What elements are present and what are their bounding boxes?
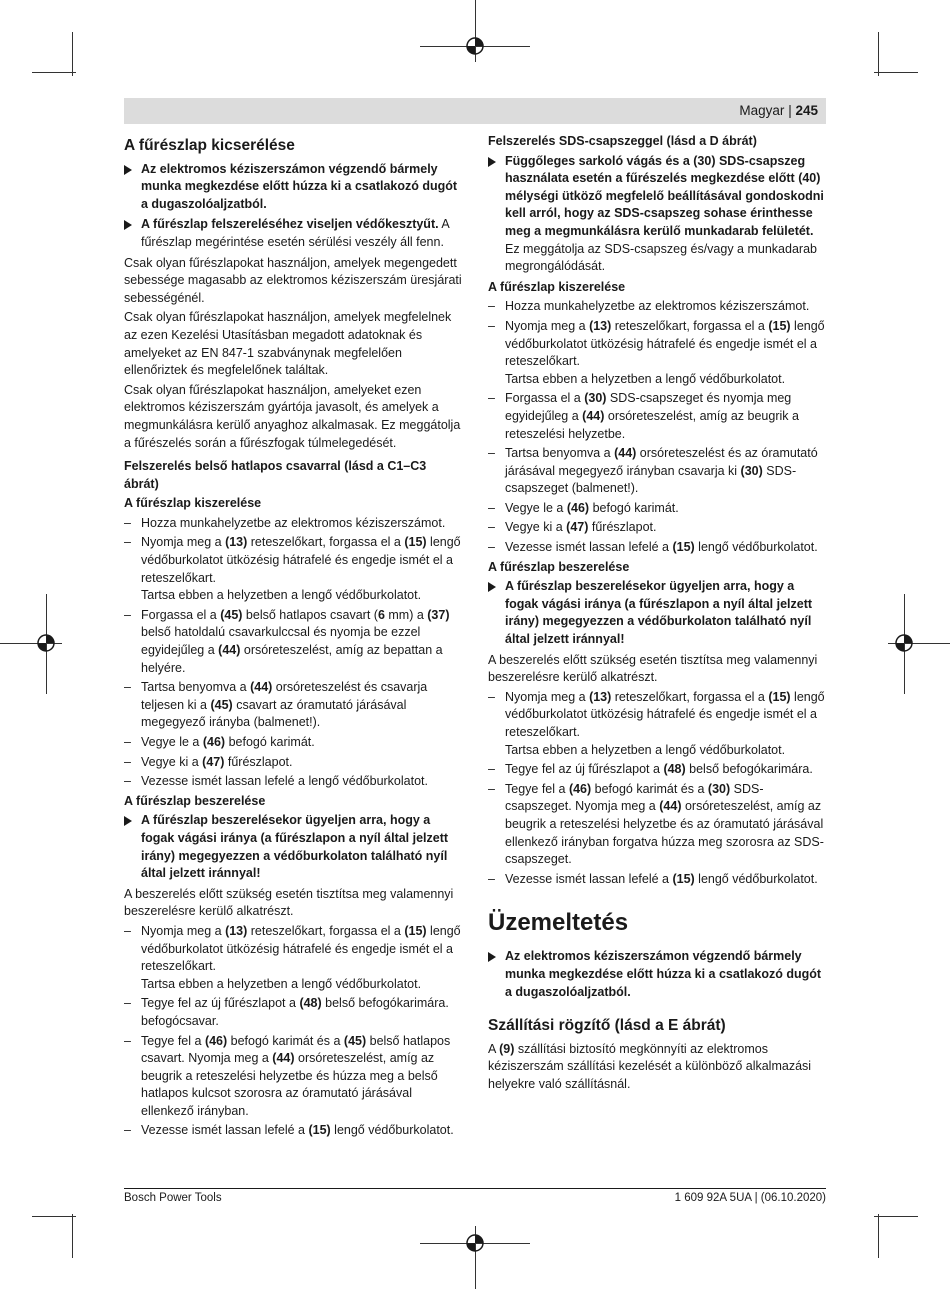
step-item: – Nyomja meg a (13) reteszelőkart, forgassa el a (15) lengő védőburkolatot ütközésig hátrafelé és engedje ismét el a reteszelőkart. Tartsa ebben a helyzetben a lengő védőburkolatot.: [488, 689, 825, 757]
step-item: – Vezesse ismét lassan lefelé a lengő védőburkolatot.: [124, 774, 428, 789]
section-title: Szállítási rögzítő (lásd a E ábrát): [488, 1017, 726, 1035]
warning-item: [488, 948, 826, 1001]
registration-mark-icon: [464, 1232, 486, 1254]
step-item: – Forgassa el a (45) belső hatlapos csavart (6 mm) a (37) belső hatoldalú csavarkulccsal és nyomja be ezzel egyidejűleg a (44) orsóreteszelést, amíg az bepattan a helyére.: [124, 607, 450, 675]
step-item: – Vezesse ismét lassan lefelé a (15) lengő védőburkolatot.: [124, 1123, 454, 1138]
crop-mark: [878, 32, 879, 76]
paragraph: A (9) szállítási biztosító megkönnyíti az elektromos kéziszerszám szállítási kezelését a különböző alkalmazási helyekre való szállításnál.: [488, 1041, 812, 1091]
crop-mark: [874, 72, 918, 73]
step-item: – Nyomja meg a (13) reteszelőkart, forgassa el a (15) lengő védőburkolatot ütközésig hátrafelé és engedje ismét el a reteszelőkart. Tartsa ebben a helyzetben a lengő védőburkolatot.: [124, 535, 461, 603]
footer-docid: 1 609 92A 5UA | (06.10.2020): [674, 1192, 826, 1204]
warning-arrow-icon: [488, 157, 496, 167]
warning-text: A fűrészlap beszerelésekor ügyeljen arra, hogy a fogak vágási iránya (a fűrészlapon a nyíl által jelzett irány) megegyezzen a védőburkolaton található nyíl által jelzett iránnyal!: [141, 813, 449, 881]
section-title: A fűrészlap kicserélése: [124, 137, 295, 154]
step-item: – Vegye ki a (47) fűrészlapot.: [124, 754, 293, 769]
step-item: – Tegye fel a (46) befogó karimát és a (45) belső hatlapos csavart. Nyomja meg a (44) orsóreteszelést, amíg az beugrik a reteszelési helyzetbe és húzza meg a belső hatlapos kulcsot szorosra az óramutató járásával ellenkező irányban.: [124, 1033, 451, 1118]
warning-item: [124, 161, 464, 214]
warning-text-rest: A fűrészlap megérintése esetén sérülési veszély áll fenn.: [141, 217, 450, 249]
page-header: [124, 98, 826, 124]
warning-text-rest: Ez meggátolja az SDS-csapszeg és/vagy a munkadarab megrongálódását.: [505, 241, 817, 274]
right-column: [488, 133, 826, 1096]
subsection-title: Felszerelés belső hatlapos csavarral (lásd a C1–C3 ábrát): [124, 459, 427, 491]
step-item: – Forgassa el a (30) SDS-csapszeget és nyomja meg egyidejűleg a (44) orsóreteszelést, amíg az beugrik a reteszelési helyzetbe.: [488, 391, 799, 441]
paragraph: A beszerelés előtt szükség esetén tisztítsa meg valamennyi beszerelésre kerülő alkatrészt.: [488, 652, 818, 685]
subsection-title: A fűrészlap kiszerelése: [488, 279, 626, 294]
subsection-title: Felszerelés SDS-csapszeggel (lásd a D ábrát): [488, 134, 757, 148]
step-item: – Tegye fel az új fűrészlapot a (48) belső befogókarimára. befogócsavar.: [124, 996, 449, 1028]
warning-item: [124, 216, 464, 251]
step-item: – Tartsa benyomva a (44) orsóreteszelést és az óramutató járásával megegyező irányban csavarja ki (30) SDS-csapszeget (balmenet!).: [488, 446, 818, 496]
paragraph: A beszerelés előtt szükség esetén tisztítsa meg valamennyi beszerelésre kerülő alkatrészt.: [124, 886, 454, 919]
warning-item: [488, 153, 826, 276]
crop-mark: [874, 1216, 918, 1217]
subsection-title: A fűrészlap beszerelése: [488, 559, 630, 574]
registration-mark-icon: [35, 632, 57, 654]
paragraph: Csak olyan fűrészlapokat használjon, amelyeket ezen elektromos kéziszerszám gyártója javasolt, és amelyek a megmunkálásra kerülő anyaghoz alkalmasak. Ez meggátolja a fűrészelés során a fűrészfogak túlmelegedését.: [124, 382, 461, 450]
step-item: – Tegye fel a (46) befogó karimát és a (30) SDS-csapszeget. Nyomja meg a (44) orsóreteszelést, amíg az beugrik a reteszelési helyzetbe és az óramutató járásával ellenkező irányban forgatva húzza meg szorosra az SDS-csapszeget.: [488, 781, 824, 867]
page-number: 245: [795, 103, 818, 118]
header-language: Magyar: [739, 103, 785, 118]
step-item: – Nyomja meg a (13) reteszelőkart, forgassa el a (15) lengő védőburkolatot ütközésig hátrafelé és engedje ismét el a reteszelőkart. Tartsa ebben a helyzetben a lengő védőburkolatot.: [124, 923, 461, 991]
subsection-title: A fűrészlap kiszerelése: [124, 496, 262, 511]
header-separator: |: [788, 103, 792, 118]
subsection-title: A fűrészlap beszerelése: [124, 793, 266, 808]
header-text: [739, 103, 818, 118]
step-item: – Vezesse ismét lassan lefelé a (15) lengő védőburkolatot.: [488, 871, 818, 886]
warning-text: A fűrészlap beszerelésekor ügyeljen arra, hogy a fogak vágási iránya (a fűrészlapon a nyíl által jelzett irány) megegyezzen a védőburkolaton található nyíl által jelzett iránnyal!: [505, 579, 813, 647]
paragraph: Csak olyan fűrészlapokat használjon, amelyek megfelelnek az ezen Kezelési Utasításban megadott adatoknak és amelyeket az EN 847‑1 szabványnak megfelelően ellenőriztek és megfelelőnek találtak.: [124, 310, 452, 378]
warning-arrow-icon: [124, 816, 132, 826]
warning-text: Az elektromos kéziszerszámon végzendő bármely munka megkezdése előtt húzza ki a csatlakozó dugót a dugaszolóaljzatból.: [505, 949, 822, 999]
step-item: – Vegye le a (46) befogó karimát.: [124, 735, 315, 749]
step-item: – Vezesse ismét lassan lefelé a (15) lengő védőburkolatot.: [488, 540, 818, 555]
crop-mark: [878, 1214, 879, 1258]
warning-text: A fűrészlap felszereléséhez viseljen védőkesztyűt.: [141, 217, 439, 232]
warning-arrow-icon: [124, 220, 132, 230]
warning-arrow-icon: [124, 165, 132, 175]
crop-mark: [32, 72, 76, 73]
step-item: – Vegye ki a (47) fűrészlapot.: [488, 520, 657, 535]
paragraph: Csak olyan fűrészlapokat használjon, amelyek megengedett sebessége magasabb az elektromos kéziszerszám üresjárati sebességénél.: [124, 255, 462, 305]
step-item: – Nyomja meg a (13) reteszelőkart, forgassa el a (15) lengő védőburkolatot ütközésig hátrafelé és engedje ismét el a reteszelőkart. Tartsa ebben a helyzetben a lengő védőburkolatot.: [488, 318, 825, 386]
step-item: – Hozza munkahelyzetbe az elektromos kéziszerszámot.: [124, 515, 446, 530]
registration-mark-icon: [893, 632, 915, 654]
crop-mark: [72, 1214, 73, 1258]
crop-mark: [72, 32, 73, 76]
warning-text: Függőleges sarkoló vágás és a (30) SDS-csapszeg használata esetén a fűrészelés megkezdése előtt (40) mélységi ütköző megfelelő beállításával gondoskodni kell arról, hogy az SDS-csapszeg sohase érinthesse meg a megmunkálásra kerülő munkadarab felületét.: [505, 153, 824, 238]
crop-mark: [32, 1216, 76, 1217]
warning-item: [124, 812, 464, 882]
footer-divider: [124, 1188, 826, 1189]
warning-item: [488, 578, 826, 648]
step-item: – Tegye fel az új fűrészlapot a (48) belső befogókarimára.: [488, 762, 813, 777]
warning-arrow-icon: [488, 582, 496, 592]
step-item: – Hozza munkahelyzetbe az elektromos kéziszerszámot.: [488, 299, 810, 314]
warning-text: Az elektromos kéziszerszámon végzendő bármely munka megkezdése előtt húzza ki a csatlakozó dugót a dugaszolóaljzatból.: [141, 161, 458, 211]
registration-mark-icon: [464, 35, 486, 57]
footer-brand: Bosch Power Tools: [124, 1192, 222, 1204]
step-item: – Vegye le a (46) befogó karimát.: [488, 500, 679, 515]
step-item: – Tartsa benyomva a (44) orsóreteszelést és csavarja teljesen ki a (45) csavart az óramutató járásával megegyező irányba (balmenet!).: [124, 680, 428, 730]
warning-arrow-icon: [488, 952, 496, 962]
chapter-title: Üzemeltetés: [488, 909, 629, 937]
left-column: [124, 133, 464, 1142]
